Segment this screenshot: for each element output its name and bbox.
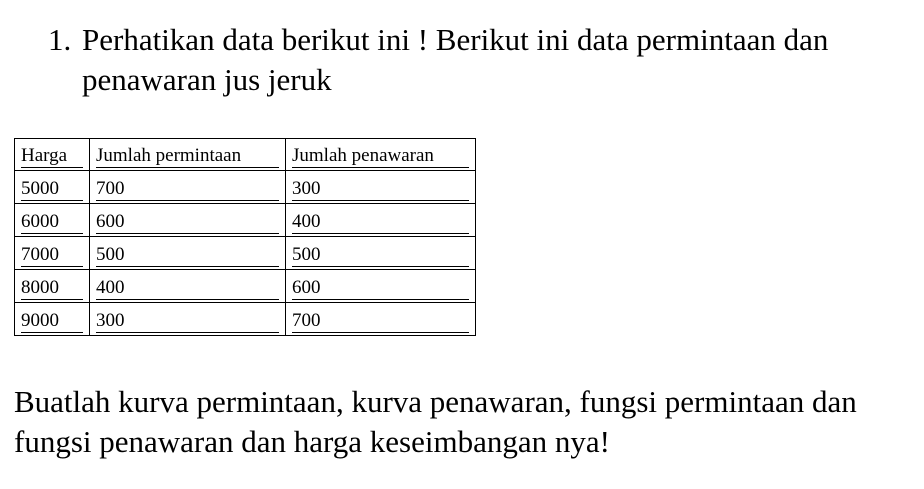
table-row [15, 270, 476, 303]
cell-permintaan: 500 [90, 237, 286, 270]
cell-penawaran: 500 [286, 237, 476, 270]
question-text: Perhatikan data berikut ini ! Berikut ini data permintaan dan penawaran jus jeruk [82, 22, 829, 97]
instruction-text: Buatlah kurva permintaan, kurva penawaran, fungsi permintaan dan fungsi penawaran dan harga keseimbangan nya! [14, 384, 857, 459]
cell-permintaan: 400 [90, 270, 286, 303]
cell-harga: 7000 [15, 237, 90, 270]
cell-penawaran: 700 [286, 303, 476, 336]
header-jumlah-permintaan: Jumlah permintaan [90, 139, 286, 171]
cell-permintaan: 700 [90, 171, 286, 204]
header-jumlah-penawaran: Jumlah penawaran [286, 139, 476, 171]
table-row [15, 204, 476, 237]
question-row [48, 20, 908, 100]
question-number: 1. [48, 22, 72, 57]
cell-harga: 8000 [15, 270, 90, 303]
table-row [15, 171, 476, 204]
cell-penawaran: 300 [286, 171, 476, 204]
cell-harga: 9000 [15, 303, 90, 336]
data-table [14, 138, 476, 336]
table-header-row [15, 139, 476, 171]
cell-permintaan: 600 [90, 204, 286, 237]
header-harga: Harga [15, 139, 90, 171]
cell-penawaran: 400 [286, 204, 476, 237]
cell-permintaan: 300 [90, 303, 286, 336]
cell-penawaran: 600 [286, 270, 476, 303]
table-row [15, 237, 476, 270]
cell-harga: 5000 [15, 171, 90, 204]
table-row [15, 303, 476, 336]
cell-harga: 6000 [15, 204, 90, 237]
question [48, 20, 908, 100]
